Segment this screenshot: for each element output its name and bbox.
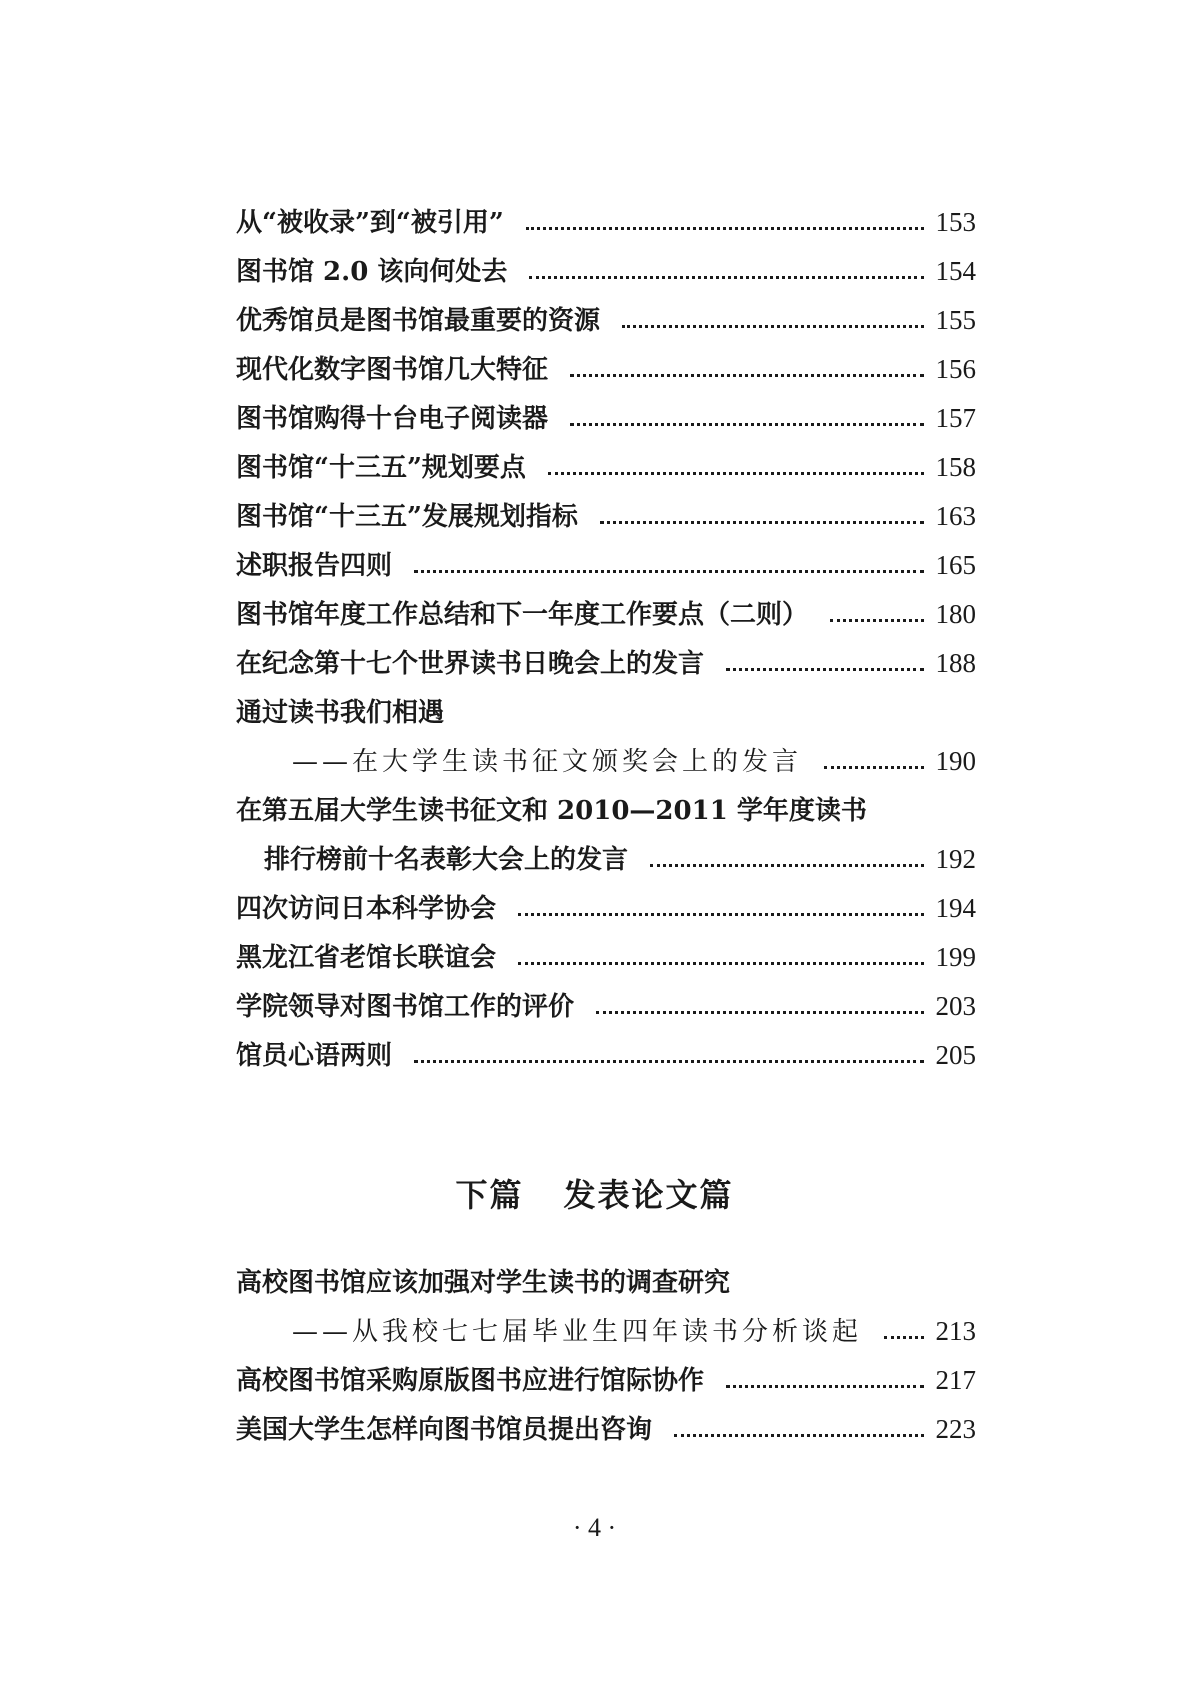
toc-entry-title: 高校图书馆应该加强对学生读书的调查研究	[236, 1268, 731, 1298]
toc-entry-title: 图书馆购得十台电子阅读器	[236, 404, 549, 434]
toc-entry-title: 学院领导对图书馆工作的评价	[236, 992, 575, 1022]
section-name: 发表论文篇	[563, 1176, 734, 1214]
toc-entry-title: 黑龙江省老馆长联谊会	[236, 943, 497, 973]
toc-entry-page: 155	[935, 305, 976, 335]
dot-leader	[548, 472, 924, 475]
dot-leader	[650, 864, 923, 867]
toc-entry	[236, 490, 976, 534]
toc-entry-title: 在纪念第十七个世界读书日晚会上的发言	[236, 649, 705, 679]
dot-leader	[726, 668, 923, 671]
toc-entry-page: 157	[935, 403, 976, 433]
toc-entry-subtitle	[292, 735, 976, 779]
toc-entry-page: 156	[935, 354, 976, 384]
toc-entry-title: 从“被收录”到“被引用”	[236, 208, 504, 238]
toc-entry-title: 美国大学生怎样向图书馆员提出咨询	[236, 1415, 653, 1445]
toc-entry	[236, 1256, 976, 1300]
dot-leader	[600, 521, 924, 524]
toc-entry	[236, 980, 976, 1024]
toc-entry-title: 四次访问日本科学协会	[236, 894, 497, 924]
page-number: · 4 ·	[572, 1513, 617, 1542]
toc-entry-page: 158	[935, 452, 976, 482]
dot-leader	[529, 276, 923, 279]
toc-entry-title: 优秀馆员是图书馆最重要的资源	[236, 306, 601, 336]
toc-entry-page: 223	[935, 1414, 976, 1444]
dot-leader	[830, 619, 923, 622]
toc-entry-continuation	[264, 833, 976, 877]
toc-entry	[236, 588, 976, 632]
dot-leader	[726, 1385, 923, 1388]
toc-entry-subtitle	[292, 1305, 976, 1349]
toc-entry-title: 馆员心语两则	[236, 1041, 393, 1071]
toc-entry	[236, 343, 976, 387]
toc-entry	[236, 931, 976, 975]
toc-entry-title: 在第五届大学生读书征文和 2010—2011 学年度读书	[236, 796, 867, 826]
toc-entry	[236, 294, 976, 338]
dot-leader	[596, 1011, 923, 1014]
toc-entry-title: 图书馆年度工作总结和下一年度工作要点（二则）	[236, 600, 809, 630]
toc-entry-page: 163	[935, 501, 976, 531]
dot-leader	[622, 325, 923, 328]
toc-entry-page: 165	[935, 550, 976, 580]
toc-entry-page: 180	[935, 599, 976, 629]
toc-entry	[236, 196, 976, 240]
toc-entry	[236, 1403, 976, 1447]
toc-entry	[236, 784, 976, 828]
toc-entry-title: 现代化数字图书馆几大特征	[236, 355, 549, 385]
toc-entry-page: 153	[935, 207, 976, 237]
toc-entry-page: 205	[935, 1040, 976, 1070]
section-part: 下篇	[455, 1176, 524, 1214]
toc-entry	[236, 686, 976, 730]
dot-leader	[570, 374, 923, 377]
toc-entry	[236, 539, 976, 583]
toc-entry	[236, 637, 976, 681]
toc-entry	[236, 392, 976, 436]
toc-entry	[236, 1354, 976, 1398]
toc-entry-page: 199	[935, 942, 976, 972]
section-heading	[0, 1170, 1189, 1220]
toc-entry	[236, 882, 976, 926]
toc-entry-page: 192	[935, 844, 976, 874]
toc-entry-page: 188	[935, 648, 976, 678]
toc-entry-page: 194	[935, 893, 976, 923]
toc-entry-page: 190	[935, 746, 976, 776]
toc-entry-title: 图书馆“十三五”规划要点	[236, 453, 526, 483]
toc-entry	[236, 441, 976, 485]
toc-entry-title: 高校图书馆采购原版图书应进行馆际协作	[236, 1366, 705, 1396]
dot-leader	[824, 766, 923, 769]
toc-entry-page: 217	[935, 1365, 976, 1395]
toc-entry-page: 213	[935, 1316, 976, 1346]
toc-entry-page: 154	[935, 256, 976, 286]
dot-leader	[570, 423, 923, 426]
toc-entry-title: ——在大学生读书征文颁奖会上的发言	[292, 747, 803, 777]
dot-leader	[518, 962, 923, 965]
dot-leader	[518, 913, 923, 916]
dot-leader	[526, 227, 924, 230]
toc-entry-title: 排行榜前十名表彰大会上的发言	[264, 845, 629, 875]
toc-entry-title: 通过读书我们相遇	[236, 698, 445, 728]
toc-entry-page: 203	[935, 991, 976, 1021]
dot-leader	[414, 1060, 923, 1063]
toc-entry-title: ——从我校七七届毕业生四年读书分析谈起	[292, 1317, 863, 1347]
toc-entry-title: 图书馆“十三五”发展规划指标	[236, 502, 578, 532]
toc-entry-title: 述职报告四则	[236, 551, 393, 581]
dot-leader	[674, 1434, 923, 1437]
toc-entry	[236, 245, 976, 289]
toc-entry	[236, 1029, 976, 1073]
dot-leader	[884, 1336, 923, 1339]
toc-entry-title: 图书馆 2.0 该向何处去	[236, 257, 508, 287]
dot-leader	[414, 570, 923, 573]
